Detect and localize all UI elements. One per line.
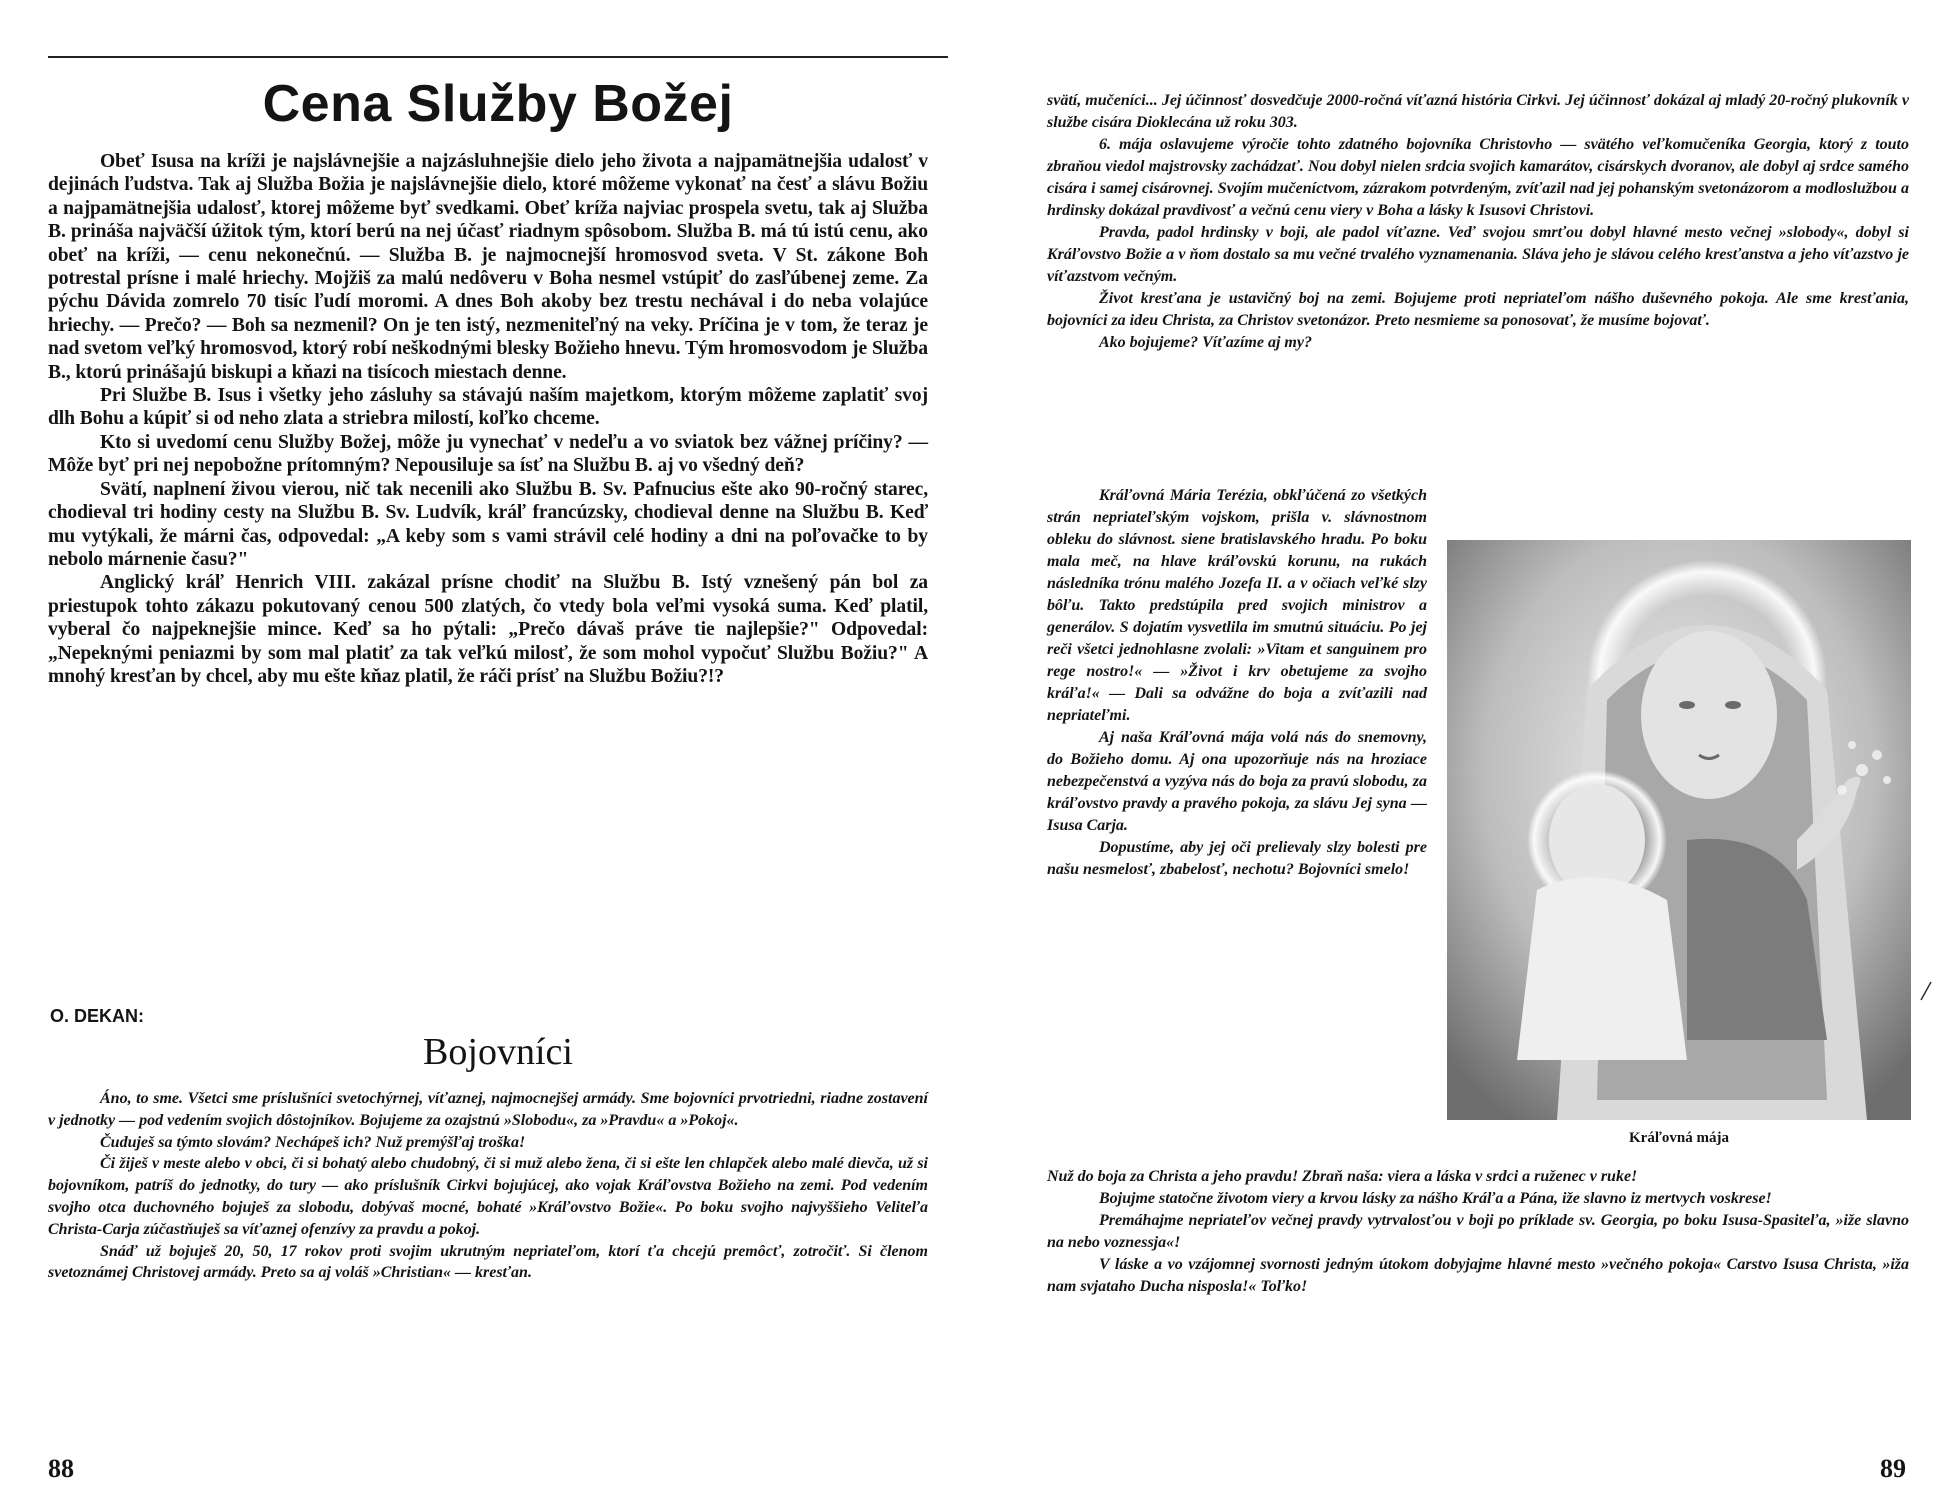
- italic-paragraph: Snáď už bojuješ 20, 50, 17 rokov proti svojim ukrutným nepriateľom, ktorí ťa chcejú premôcť, zotročiť. Si členom svetoznámej Christovej armády. Preto sa aj voláš »Christian« — kresťan.: [48, 1242, 928, 1282]
- section-body: [48, 1088, 928, 1284]
- page-number: 89: [1880, 1454, 1906, 1483]
- italic-paragraph: Pravda, padol hrdinsky v boji, ale padol víťazne. Veď svojou smrťou dobyl hlavné mesto večnej »slobody«, dobyl si Kráľovstvo Božie a v ňom dostalo sa mu večné trvalého vyznamenania. Sláva jeho je slávou celého kresťanstva a jeho víťazstvo je víťazstvom večným.: [1047, 224, 1909, 285]
- italic-paragraph: Čuduješ sa týmto slovám? Nechápeš ich? Nuž premýšľaj troška!: [100, 1133, 526, 1151]
- italic-paragraph: Nuž do boja za Christa a jeho pravdu! Zbraň naša: viera a láska v srdci a ruženec v ruke!: [1047, 1168, 1638, 1185]
- italic-paragraph: 6. mája oslavujeme výročie tohto zdatného bojovníka Christovho — svätého veľkomučeníka Georgia, ktorý z touto zbraňou viedol majstrovsky zachádzať. Nou dobyl nielen srdcia svojich kamarátov, cisárskych dvoranov, ale dobyl aj srdce samého cisára i samej cisárovnej. Svojím mučeníctvom, zázrakom potvrdeným, zvíťazil nad jej pohanským svetonázorom a modloslužbou a hrdinsky dokázal pravdivosť a večnú cenu viery v Boha a lásky k Isusovi Christovi.: [1047, 136, 1909, 219]
- article-body: [48, 150, 928, 688]
- body-paragraph: Kto si uvedomí cenu Služby Božej, môže ju vynechať v nedeľu a vo sviatok bez vážnej príčiny? — Môže byť pri nej nepobožne prítomným? Nepousiluje sa ísť na Službu B. aj vo všedný deň?: [48, 431, 928, 477]
- italic-paragraph: Bojujme statočne životom viery a krvou lásky za nášho Kráľa a Pána, iže slavno iz mertvych voskrese!: [1099, 1190, 1772, 1207]
- body-paragraph: Anglický kráľ Henrich VIII. zakázal prísne chodiť na Službu B. Istý vznešený pán bol za priestupok tohto zákazu pokutovaný cenou 500 zlatých, čo vtedy bola veľmi vysoká suma. Keď platil, vyberal čo najpeknejšie mince. Keď sa ho pýtali: „Prečo dávaš práve tie najlepšie?" Odpovedal: „Nepeknými peniazmi by som mal platiť za tak veľkú milosť, že som mohol vypočuť Službu Božiu?" A mnohý kresťan by chcel, aby mu ešte kňaz platil, že ráči prísť na Službu Božiu?!?: [48, 572, 928, 687]
- body-paragraph: Svätí, naplnení živou vierou, nič tak necenili ako Službu B. Sv. Pafnucius ešte ako 90-ročný starec, chodieval tri hodiny cesty na Službu B. Sv. Ludvík, kráľ francúzsky, chodieval denne na Službu B. Keď mu vytýkali, že márni čas, odpovedal: „A keby som s vami strávil celé hodiny a dni na poľovačke to by nebolo márnenie času?": [48, 478, 928, 570]
- right-page: [977, 0, 1954, 1500]
- article-title: Cena Služby Božej: [262, 75, 734, 133]
- top-rule: [48, 56, 948, 58]
- author-byline: O. DEKAN:: [50, 1006, 144, 1026]
- eye-left: [1679, 701, 1695, 709]
- italic-paragraph: Áno, to sme. Všetci sme príslušníci svetochýrnej, víťaznej, najmocnejšej armády. Sme bojovníci prvotriedni, riadne zostavení v jednotky — pod vedením svojich dôstojníkov. Bojujeme za ozajstnú »Slobodu«, za »Pravdu« a »Pokoj«.: [48, 1090, 928, 1129]
- eye-right: [1725, 701, 1741, 709]
- continued-text: [1047, 90, 1909, 354]
- wrapped-text-column: [1047, 485, 1427, 881]
- stray-mark-icon: [1917, 980, 1935, 1002]
- italic-paragraph: Kráľovná Mária Terézia, obkľúčená zo všetkých strán nepriateľským vojskom, prišla v. slávnostnom obleku do slávnost. siene bratislavského hradu. Po boku mala meč, na hlave kráľovskú korunu, na rukách následníka trónu malého Jozefa II. a v očiach veľké slzy bôľu. Takto predstúpila pred svojich ministrov a generálov. S dojatím vysvetlila im smutnú situáciu. Po jej reči všetci jednohlasne zvolali: »Vitam et sanguinem pro rege nostro!« — »Život i krv obetujeme za svojho kráľa!« — Dali sa odvážne do boja a zvíťazili nad nepriateľmi.: [1047, 487, 1427, 724]
- italic-paragraph: V láske a vo vzájomnej svornosti jedným útokom dobyjajme hlavné mesto »večného pokoja« Carstvo Isusa Christa, »iža nam svjataho Ducha nisposla!« Toľko!: [1047, 1256, 1909, 1295]
- closing-text: [1047, 1166, 1909, 1298]
- italic-paragraph: Dopustíme, aby jej oči prelievaly slzy bolesti pre našu nesmelosť, zbabelosť, nechotu? Bojovníci smelo!: [1047, 839, 1427, 878]
- italic-paragraph: Aj naša Kráľovná mája volá nás do snemovny, do Božieho domu. Aj ona upozorňuje nás na hroziace nebezpečenstvá a vyzýva nás do boja za pravú slobodu, za kráľovstvo pravdy a pravého pokoja, za slávu Jej syna — Isusa Carja.: [1047, 729, 1427, 834]
- body-paragraph: Pri Službe B. Isus i všetky jeho zásluhy sa stávajú naším majetkom, ktorým môžeme zaplatiť svoj dlh Bohu a kúpiť si od neho zlata a striebra milostí, koľko chceme.: [48, 385, 928, 430]
- italic-paragraph: Ako bojujeme? Víťazíme aj my?: [1099, 334, 1312, 351]
- figure-caption: Kráľovná mája: [1629, 1130, 1729, 1146]
- page-number: 88: [48, 1454, 74, 1483]
- body-paragraph: Obeť Isusa na kríži je najslávnejšie a najzásluhnejšie dielo jeho života a najpamätnejšia udalosť v dejinách ľudstva. Tak aj Služba Božia je najslávnejšie dielo, ktoré môžeme vykonať na česť a slávu Božiu a najpamätnejšia udalosť, ktorej môžeme byť svedkami. Obeť kríža najviac prospela svetu, tak aj Služba B. prináša najväčší úžitok tým, ktorí berú na nej účasť riadnym spôsobom. Služba B. má tú istú cenu, ako obeť na kríži, — cenu nekonečnú. — Služba B. je najmocnejší hromosvod sveta. V St. zákone Boh potrestal prísne i malé hriechy. Mojžiš za malú nedôveru v Boha nesmel vstúpiť do zasľúbenej zeme. Za pýchu Dávida zomrelo 70 tisíc ľudí moromi. A dnes Boh akoby bez trestu nechával i do neba volajúce hriechy. — Prečo? — Boh sa nezmenil? On je ten istý, nezmeniteľný na veky. Príčina je v tom, že teraz je nad svetom veľký hromosvod, ktorý robí neškodnými blesky Božieho hnevu. Tým hromosvodom je Služba B., ktorú prinášajú biskupi a kňazi na tisícoch miestach denne.: [48, 151, 928, 383]
- madonna-illustration: [1447, 540, 1911, 1120]
- child-body: [1517, 877, 1687, 1060]
- section-title: Bojovníci: [423, 1031, 573, 1073]
- italic-paragraph: svätí, mučeníci... Jej účinnosť dosvedčuje 2000-ročná víťazná história Cirkvi. Jej účinnosť dokázal aj mladý 20-ročný plukovník v službe cisára Dioklecána už roku 303.: [1047, 92, 1909, 131]
- italic-paragraph: Život kresťana je ustavičný boj na zemi. Bojujeme proti nepriateľom nášho duševného pokoja. Ale sme kresťania, bojovníci za ideu Christa, za Christov svetonázor. Preto nesmieme sa ponosovať, že musíme bojovať.: [1047, 290, 1909, 329]
- madonna-face: [1641, 631, 1777, 799]
- italic-paragraph: Či žiješ v meste alebo v obci, či si bohatý alebo chudobný, či si muž alebo žena, či si ešte len chlapček alebo malé dievča, už si bojovníkom, patríš do jednotky, do tury — ako príslušník Cirkvi bojujúcej, ako vojak Kráľovstva Božieho na zemi. Pod vedením svojho otca duchovného bojuješ za slobodu, dobývaš mocné, bohaté »Kráľovstvo Božie«. Po boku svojho najvyššieho Veliteľa Christa-Carja zúčastňuješ sa víťaznej ofenzívy za pravdu a pokoj.: [48, 1155, 928, 1238]
- italic-paragraph: Premáhajme nepriateľov večnej pravdy vytrvalosťou v boji po príklade sv. Georgia, po boku Isusa-Spasiteľa, »iže slavno na nebo voznessja«!: [1047, 1212, 1909, 1251]
